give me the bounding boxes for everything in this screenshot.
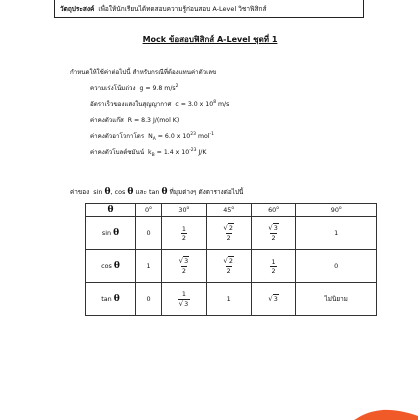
table-row-sin [86,217,377,250]
table-cell: $\frac{√2}{2}$ [206,217,251,250]
constant-exponent: -23 [189,147,197,153]
constant-label: ค่าคงตัวแก๊ส [90,117,124,124]
constant-avogadro [90,131,214,142]
header-angle [251,204,296,217]
header-theta [86,204,136,217]
angle-value: 90 [330,206,339,215]
table-cell: $\frac{1}{√3}$ [161,283,206,316]
caption-sin: sin [93,188,103,196]
objective-text: เพื่อให้นักเรียนได้ทดสอบความรู้ก่อนสอบ A-Level วิชาฟิสิกส์ [98,4,267,13]
row-label-cos [86,250,136,283]
function-name: cos [101,262,112,270]
table-cell: $\frac{1}{2}$ [251,250,296,283]
constant-unit: m/s [216,101,230,108]
theta-symbol: θ [161,187,168,197]
theta-symbol: θ [113,228,120,238]
constant-label: ค่าคงตัวอาโวกาโดร [90,133,145,140]
table-cell: 1 [206,283,251,316]
constant-value: R = 8.3 J/(mol K) [127,117,180,124]
constant-label: ความเร่งโน้มถ่วง [90,85,136,92]
table-cell: 0 [136,217,162,250]
constant-subscript: A [152,137,156,143]
theta-symbol: θ [113,261,120,271]
header-angle [296,204,377,217]
degree-sign: o [186,205,190,211]
row-label-tan [86,283,136,316]
table-cell: $\frac{√3}{2}$ [251,217,296,250]
constant-label: ค่าคงตัวโบลต์ซมันน์ [90,149,145,156]
table-cell: √3 [251,283,296,316]
table-cell: 0 [136,283,162,316]
degree-sign: o [338,205,342,211]
function-name: sin [101,229,112,237]
row-label-sin [86,217,136,250]
constant-boltzmann [90,147,206,158]
constant-exponent: 23 [190,131,196,137]
constant-symbol: k [148,149,152,156]
constant-value: = 6.0 x 10 [155,133,191,140]
degree-sign: o [276,205,279,211]
constant-unit: mol [195,133,210,140]
constant-gravity [90,83,179,93]
caption-and: และ [135,188,147,196]
theta-symbol: θ [104,187,111,197]
constant-value: g = 9.8 m/s [139,85,176,92]
page-title: Mock ข้อสอบฟิสิกส์ A-Level ชุดที่ 1 [142,35,278,44]
header-row [86,204,377,217]
angle-value: 60 [268,206,277,215]
trig-table [85,203,377,316]
constant-subscript: B [151,153,155,159]
angle-value: 30 [178,206,187,215]
table-row-tan [86,283,377,316]
constant-label: อัตราเร็วของแสงในสุญญากาศ [90,101,172,108]
table-row-cos [86,250,377,283]
constant-value: c = 3.0 x 10 [175,101,214,108]
table-cell: 1 [296,217,377,250]
constant-unit-exponent: -1 [209,131,214,137]
constant-light-speed [90,99,229,109]
function-name: tan [101,295,112,303]
caption-suffix: ที่มุมต่างๆ ดังตารางต่อไปนี้ [169,188,244,196]
constant-symbol: N [148,133,153,140]
header-angle [161,204,206,217]
angle-value: 45 [223,206,232,215]
theta-symbol: θ [107,205,114,215]
constant-unit: J/K [196,149,207,156]
brand-swoosh-icon [352,406,420,420]
constant-exponent: 8 [213,99,217,105]
table-cell: $\frac{1}{2}$ [161,217,206,250]
caption-prefix: ค่าของ [70,188,90,196]
table-cell: ไม่นิยาม [296,283,377,316]
table-cell: $\frac{√3}{2}$ [161,250,206,283]
theta-symbol: θ [113,294,120,304]
constant-exponent: 2 [175,83,179,89]
theta-symbol: θ [127,187,134,197]
table-cell: 0 [296,250,377,283]
angle-value: 0 [145,206,150,215]
header-angle [206,204,251,217]
objective-box [54,0,364,18]
constant-value: = 1.4 x 10 [154,149,190,156]
table-cell: 1 [136,250,162,283]
table-caption: ค่าของ sin θ, cos θ และ tan θ ที่มุมต่างๆ ดังตารางต่อไปนี้ [70,187,244,197]
constants-intro: กำหนดให้ใช้ค่าต่อไปนี้ สำหรับกรณีที่ต้องแทนค่าตัวเลข [70,69,217,76]
degree-sign: o [149,205,152,211]
caption-tan: tan [148,188,160,196]
table-cell: $\frac{√2}{2}$ [206,250,251,283]
constant-gas [90,115,179,125]
caption-cos: cos [114,188,126,196]
degree-sign: o [231,205,235,211]
objective-label: วัตถุประสงค์ [60,4,95,13]
header-angle [136,204,162,217]
